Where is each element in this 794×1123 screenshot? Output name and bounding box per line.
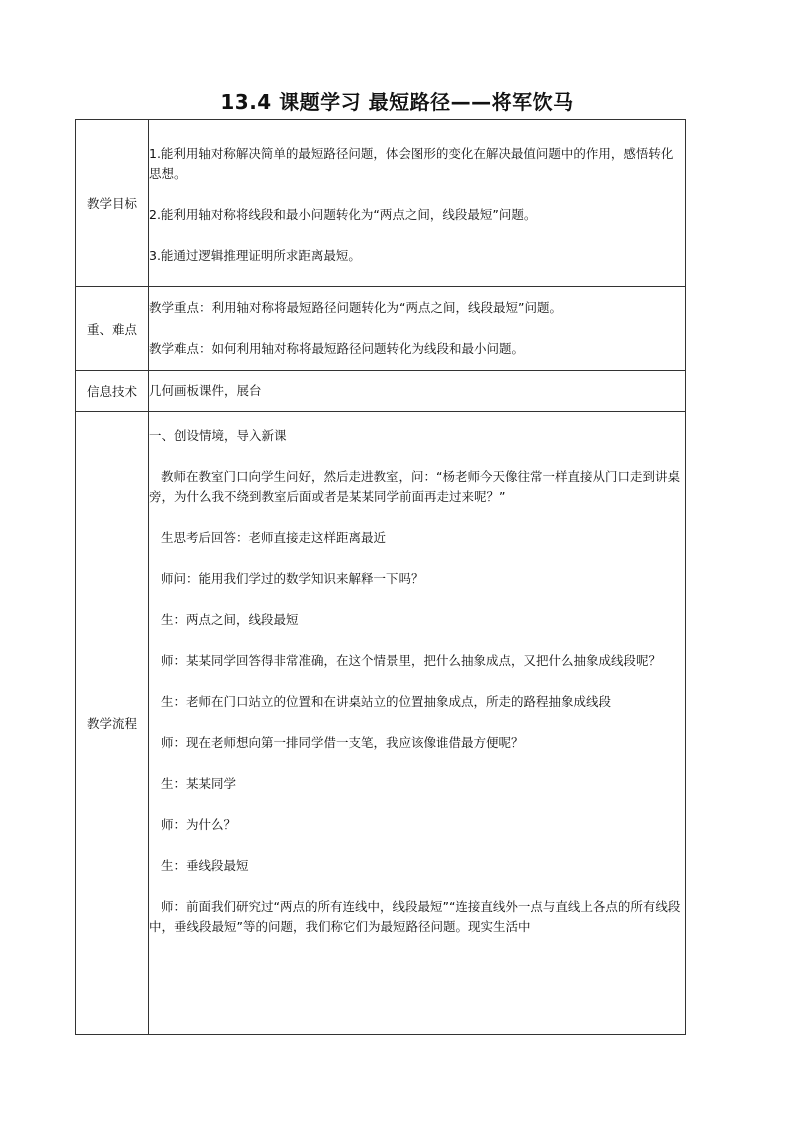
process-paragraph: 生：某某同学 [161, 776, 237, 791]
process-paragraph: 师问：能用我们学过的数学知识来解释一下吗？ [161, 571, 424, 586]
row-label-process: 教学流程 [76, 412, 149, 1035]
tech-content: 几何画板课件，展台 [149, 371, 686, 412]
process-paragraph: 生：两点之间，线段最短 [161, 612, 299, 627]
row-label-keypoints: 重、难点 [76, 287, 149, 371]
table-row-tech [76, 371, 686, 412]
goals-content [149, 120, 686, 287]
lesson-plan-table [75, 119, 686, 1035]
goal-item: 2.能利用轴对称将线段和最小问题转化为“两点之间，线段最短”问题。 [149, 207, 537, 222]
process-paragraph: 生思考后回答：老师直接走这样距离最近 [161, 530, 387, 545]
page-title: 13.4 课题学习 最短路径——将军饮马 [220, 90, 574, 114]
keypoint-item: 教学重点：利用轴对称将最短路径问题转化为“两点之间，线段最短”问题。 [149, 300, 562, 315]
table-row-goals [76, 120, 686, 287]
process-content [149, 412, 686, 1035]
goal-item: 3.能通过逻辑推理证明所求距离最短。 [149, 248, 361, 263]
process-paragraph: 生：老师在门口站立的位置和在讲桌站立的位置抽象成点，所走的路程抽象成线段 [161, 694, 612, 709]
process-paragraph: 教师在教室门口向学生问好，然后走进教室，问：“杨老师今天像往常一样直接从门口走到讲桌旁，为什么我不绕到教室后面或者是某某同学前面再走过来呢？” [149, 469, 680, 504]
process-paragraph: 师：前面我们研究过“两点的所有连线中，线段最短”“连接直线外一点与直线上各点的所有线段中，垂线段最短”等的问题，我们称它们为最短路径问题。现实生活中 [149, 899, 681, 934]
table-row-process [76, 412, 686, 1035]
keypoints-content [149, 287, 686, 371]
process-paragraph: 师：为什么？ [161, 817, 237, 832]
row-label-goals: 教学目标 [76, 120, 149, 287]
process-paragraph: 师：现在老师想向第一排同学借一支笔，我应该像谁借最方便呢？ [161, 735, 524, 750]
row-label-tech: 信息技术 [76, 371, 149, 412]
table-row-keypoints [76, 287, 686, 371]
process-paragraph: 师：某某同学回答得非常准确，在这个情景里，把什么抽象成点，又把什么抽象成线段呢？ [161, 653, 662, 668]
keypoint-item: 教学难点：如何利用轴对称将最短路径问题转化为线段和最小问题。 [149, 341, 525, 356]
goal-item: 1.能利用轴对称解决简单的最短路径问题，体会图形的变化在解决最值问题中的作用，感悟转化思想。 [149, 146, 674, 181]
process-paragraph: 生：垂线段最短 [161, 858, 249, 873]
process-paragraph: 一、创设情境，导入新课 [149, 428, 287, 443]
